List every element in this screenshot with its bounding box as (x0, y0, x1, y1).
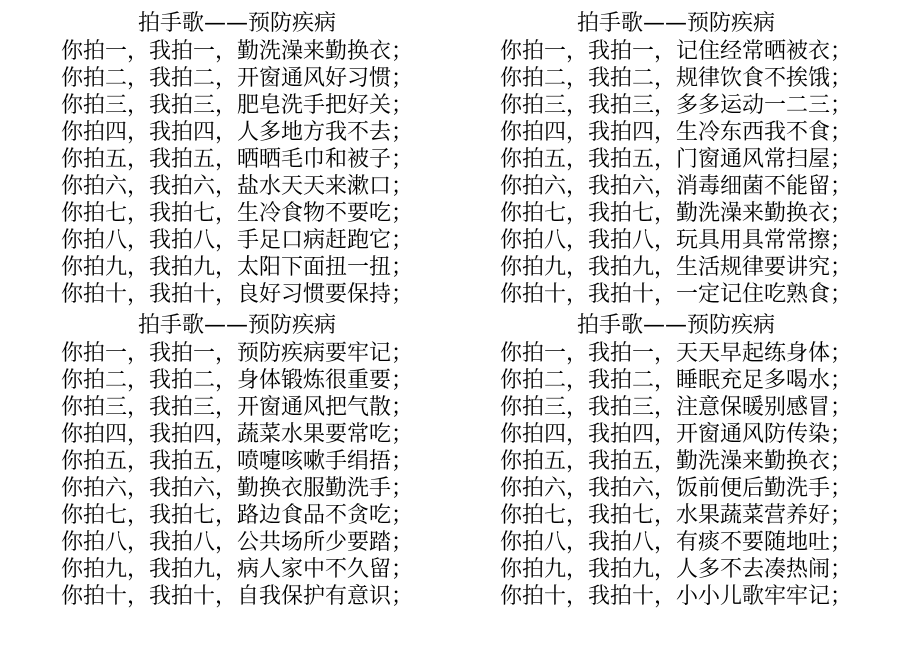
verse-line: 你拍五，我拍五，门窗通风常扫屋； (499, 147, 852, 172)
verse-line: 你拍一，我拍一，勤洗澡来勤换衣； (60, 39, 413, 64)
verse-line: 你拍六，我拍六，消毒细菌不能留； (499, 174, 852, 199)
song-bottom-right (476, 312, 876, 610)
verse-line: 你拍十，我拍十，自我保护有意识； (60, 584, 413, 609)
song-bottom-left (37, 312, 437, 610)
verse-line: 你拍一，我拍一，天天早起练身体； (499, 341, 852, 366)
verse-line: 你拍十，我拍十，小小儿歌牢牢记； (499, 584, 852, 609)
verse-line: 你拍二，我拍二，开窗通风好习惯； (60, 66, 413, 91)
verse-line: 你拍七，我拍七，生冷食物不要吃； (60, 201, 413, 226)
verse-line: 你拍三，我拍三，多多运动一二三； (499, 93, 852, 118)
verse-line: 你拍五，我拍五，勤洗澡来勤换衣； (499, 449, 852, 474)
verse-line: 你拍二，我拍二，规律饮食不挨饿； (499, 66, 852, 91)
verse-line: 你拍八，我拍八，手足口病赶跑它； (60, 228, 413, 253)
verse-line: 你拍六，我拍六，盐水天天来漱口； (60, 174, 413, 199)
verse-line: 你拍三，我拍三，注意保暖别感冒； (499, 395, 852, 420)
verse-line: 你拍三，我拍三，肥皂洗手把好关； (60, 93, 413, 118)
verse-line: 你拍九，我拍九，太阳下面扭一扭； (60, 255, 413, 280)
verse-line: 你拍四，我拍四，蔬菜水果要常吃； (60, 422, 413, 447)
verse-line: 你拍七，我拍七，路边食品不贪吃； (60, 503, 413, 528)
song-top-left (37, 10, 437, 308)
verse-line: 你拍一，我拍一，记住经常晒被衣； (499, 39, 852, 64)
verse-line: 你拍六，我拍六，饭前便后勤洗手； (499, 476, 852, 501)
song-title: 拍手歌——预防疾病 (137, 11, 336, 36)
verse-line: 你拍三，我拍三，开窗通风把气散； (60, 395, 413, 420)
verse-line: 你拍九，我拍九，生活规律要讲究； (499, 255, 852, 280)
verse-line: 你拍二，我拍二，身体锻炼很重要； (60, 368, 413, 393)
song-title: 拍手歌——预防疾病 (576, 313, 775, 338)
verse-line: 你拍二，我拍二，睡眠充足多喝水； (499, 368, 852, 393)
verse-line: 你拍八，我拍八，有痰不要随地吐； (499, 530, 852, 555)
verse-line: 你拍七，我拍七，勤洗澡来勤换衣； (499, 201, 852, 226)
verse-line: 你拍九，我拍九，病人家中不久留； (60, 557, 413, 582)
verse-line: 你拍六，我拍六，勤换衣服勤洗手； (60, 476, 413, 501)
verse-line: 你拍五，我拍五，晒晒毛巾和被子； (60, 147, 413, 172)
verse-line: 你拍四，我拍四，开窗通风防传染； (499, 422, 852, 447)
verse-line: 你拍五，我拍五，喷嚏咳嗽手绢捂； (60, 449, 413, 474)
song-top-right (476, 10, 876, 308)
verse-line: 你拍七，我拍七，水果蔬菜营养好； (499, 503, 852, 528)
verse-line: 你拍十，我拍十，良好习惯要保持； (60, 282, 413, 307)
verse-line: 你拍四，我拍四，生冷东西我不食； (499, 120, 852, 145)
song-title: 拍手歌——预防疾病 (576, 11, 775, 36)
verse-line: 你拍九，我拍九，人多不去凑热闹； (499, 557, 852, 582)
verse-line: 你拍十，我拍十，一定记住吃熟食； (499, 282, 852, 307)
verse-line: 你拍一，我拍一，预防疾病要牢记； (60, 341, 413, 366)
verse-line: 你拍四，我拍四，人多地方我不去； (60, 120, 413, 145)
verse-line: 你拍八，我拍八，玩具用具常常擦； (499, 228, 852, 253)
verse-line: 你拍八，我拍八，公共场所少要踏； (60, 530, 413, 555)
song-title: 拍手歌——预防疾病 (137, 313, 336, 338)
